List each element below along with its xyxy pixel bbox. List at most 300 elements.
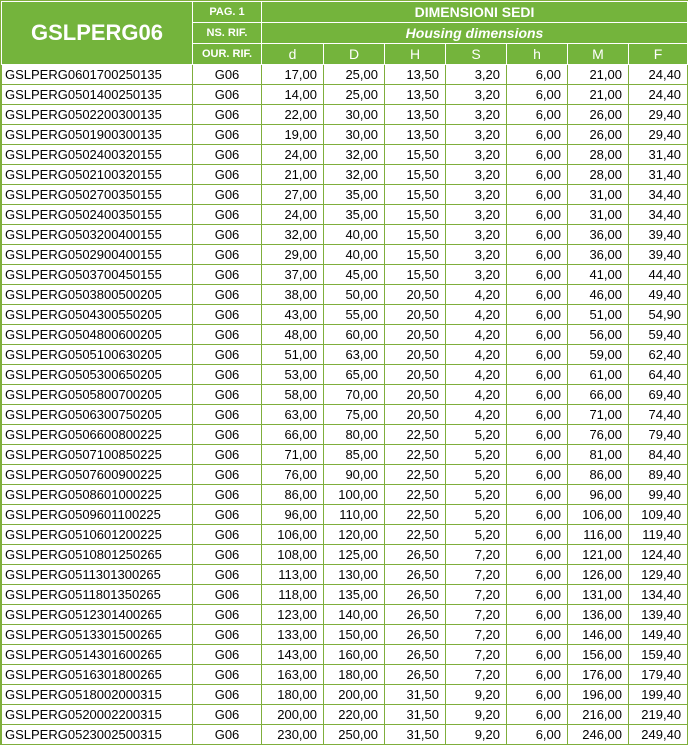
column-header-D: D <box>324 44 385 65</box>
value-D-cell: 110,00 <box>324 505 385 525</box>
value-h-cell: 6,00 <box>507 405 568 425</box>
value-D-cell: 25,00 <box>324 65 385 85</box>
value-S-cell: 7,20 <box>446 585 507 605</box>
value-d-cell: 22,00 <box>262 105 324 125</box>
value-d-cell: 51,00 <box>262 345 324 365</box>
value-S-cell: 3,20 <box>446 265 507 285</box>
value-D-cell: 30,00 <box>324 125 385 145</box>
value-S-cell: 3,20 <box>446 85 507 105</box>
reference-cell: G06 <box>193 645 262 665</box>
value-S-cell: 5,20 <box>446 465 507 485</box>
value-H-cell: 31,50 <box>385 705 446 725</box>
table-row <box>2 365 688 385</box>
value-F-cell: 74,40 <box>629 405 688 425</box>
table-row <box>2 305 688 325</box>
table-row <box>2 645 688 665</box>
value-h-cell: 6,00 <box>507 205 568 225</box>
reference-cell: G06 <box>193 405 262 425</box>
value-d-cell: 43,00 <box>262 305 324 325</box>
value-S-cell: 3,20 <box>446 225 507 245</box>
value-M-cell: 56,00 <box>568 325 629 345</box>
value-M-cell: 61,00 <box>568 365 629 385</box>
reference-cell: G06 <box>193 725 262 745</box>
table-row <box>2 565 688 585</box>
reference-cell: G06 <box>193 305 262 325</box>
value-H-cell: 22,50 <box>385 425 446 445</box>
value-M-cell: 26,00 <box>568 125 629 145</box>
value-D-cell: 25,00 <box>324 85 385 105</box>
value-H-cell: 15,50 <box>385 205 446 225</box>
value-F-cell: 84,40 <box>629 445 688 465</box>
value-D-cell: 85,00 <box>324 445 385 465</box>
value-S-cell: 4,20 <box>446 325 507 345</box>
value-F-cell: 31,40 <box>629 145 688 165</box>
value-S-cell: 7,20 <box>446 665 507 685</box>
reference-cell: G06 <box>193 385 262 405</box>
value-h-cell: 6,00 <box>507 145 568 165</box>
table-row <box>2 105 688 125</box>
value-D-cell: 220,00 <box>324 705 385 725</box>
value-F-cell: 179,40 <box>629 665 688 685</box>
value-M-cell: 126,00 <box>568 565 629 585</box>
part-code-cell: GSLPERG0514301600265 <box>2 645 193 665</box>
value-M-cell: 36,00 <box>568 225 629 245</box>
value-S-cell: 7,20 <box>446 545 507 565</box>
reference-cell: G06 <box>193 65 262 85</box>
table-row <box>2 725 688 745</box>
value-F-cell: 29,40 <box>629 125 688 145</box>
reference-cell: G06 <box>193 605 262 625</box>
table-row <box>2 145 688 165</box>
table-row <box>2 345 688 365</box>
value-d-cell: 63,00 <box>262 405 324 425</box>
value-F-cell: 34,40 <box>629 185 688 205</box>
reference-cell: G06 <box>193 545 262 565</box>
part-code-cell: GSLPERG0507600900225 <box>2 465 193 485</box>
value-S-cell: 4,20 <box>446 385 507 405</box>
value-d-cell: 58,00 <box>262 385 324 405</box>
value-F-cell: 39,40 <box>629 225 688 245</box>
value-d-cell: 163,00 <box>262 665 324 685</box>
value-D-cell: 130,00 <box>324 565 385 585</box>
value-F-cell: 62,40 <box>629 345 688 365</box>
value-S-cell: 4,20 <box>446 365 507 385</box>
value-d-cell: 17,00 <box>262 65 324 85</box>
value-d-cell: 27,00 <box>262 185 324 205</box>
part-code-cell: GSLPERG0508601000225 <box>2 485 193 505</box>
value-H-cell: 15,50 <box>385 145 446 165</box>
value-H-cell: 26,50 <box>385 665 446 685</box>
value-H-cell: 31,50 <box>385 685 446 705</box>
value-d-cell: 24,00 <box>262 145 324 165</box>
table-title: GSLPERG06 <box>2 2 193 65</box>
value-H-cell: 26,50 <box>385 625 446 645</box>
table-row <box>2 425 688 445</box>
value-D-cell: 100,00 <box>324 485 385 505</box>
value-d-cell: 14,00 <box>262 85 324 105</box>
value-D-cell: 120,00 <box>324 525 385 545</box>
value-D-cell: 250,00 <box>324 725 385 745</box>
value-D-cell: 180,00 <box>324 665 385 685</box>
value-h-cell: 6,00 <box>507 445 568 465</box>
value-F-cell: 39,40 <box>629 245 688 265</box>
part-code-cell: GSLPERG0506300750205 <box>2 405 193 425</box>
value-M-cell: 31,00 <box>568 185 629 205</box>
reference-cell: G06 <box>193 105 262 125</box>
value-h-cell: 6,00 <box>507 305 568 325</box>
value-M-cell: 76,00 <box>568 425 629 445</box>
value-d-cell: 29,00 <box>262 245 324 265</box>
table-row <box>2 85 688 105</box>
value-F-cell: 59,40 <box>629 325 688 345</box>
value-F-cell: 24,40 <box>629 65 688 85</box>
table-row <box>2 525 688 545</box>
value-H-cell: 15,50 <box>385 165 446 185</box>
value-S-cell: 3,20 <box>446 165 507 185</box>
value-S-cell: 9,20 <box>446 705 507 725</box>
value-d-cell: 38,00 <box>262 285 324 305</box>
value-F-cell: 89,40 <box>629 465 688 485</box>
value-D-cell: 35,00 <box>324 185 385 205</box>
part-code-cell: GSLPERG0502400350155 <box>2 205 193 225</box>
value-h-cell: 6,00 <box>507 425 568 445</box>
value-D-cell: 125,00 <box>324 545 385 565</box>
value-h-cell: 6,00 <box>507 385 568 405</box>
value-M-cell: 31,00 <box>568 205 629 225</box>
part-code-cell: GSLPERG0505300650205 <box>2 365 193 385</box>
part-code-cell: GSLPERG0506600800225 <box>2 425 193 445</box>
value-h-cell: 6,00 <box>507 465 568 485</box>
value-D-cell: 150,00 <box>324 625 385 645</box>
value-h-cell: 6,00 <box>507 185 568 205</box>
part-code-cell: GSLPERG0504800600205 <box>2 325 193 345</box>
group-title: DIMENSIONI SEDI <box>262 2 688 23</box>
part-code-cell: GSLPERG0502900400155 <box>2 245 193 265</box>
reference-cell: G06 <box>193 225 262 245</box>
value-S-cell: 3,20 <box>446 125 507 145</box>
table-row <box>2 185 688 205</box>
reference-cell: G06 <box>193 705 262 725</box>
value-S-cell: 9,20 <box>446 725 507 745</box>
value-H-cell: 22,50 <box>385 465 446 485</box>
part-code-cell: GSLPERG0503800500205 <box>2 285 193 305</box>
value-F-cell: 29,40 <box>629 105 688 125</box>
value-D-cell: 70,00 <box>324 385 385 405</box>
value-M-cell: 136,00 <box>568 605 629 625</box>
part-code-cell: GSLPERG0512301400265 <box>2 605 193 625</box>
value-D-cell: 60,00 <box>324 325 385 345</box>
part-code-cell: GSLPERG0502100320155 <box>2 165 193 185</box>
value-F-cell: 34,40 <box>629 205 688 225</box>
value-h-cell: 6,00 <box>507 165 568 185</box>
part-code-cell: GSLPERG0511301300265 <box>2 565 193 585</box>
reference-cell: G06 <box>193 125 262 145</box>
value-S-cell: 4,20 <box>446 305 507 325</box>
reference-cell: G06 <box>193 265 262 285</box>
reference-cell: G06 <box>193 85 262 105</box>
value-F-cell: 199,40 <box>629 685 688 705</box>
value-h-cell: 6,00 <box>507 85 568 105</box>
part-code-cell: GSLPERG0516301800265 <box>2 665 193 685</box>
value-H-cell: 13,50 <box>385 105 446 125</box>
value-S-cell: 9,20 <box>446 685 507 705</box>
value-H-cell: 22,50 <box>385 525 446 545</box>
value-S-cell: 4,20 <box>446 285 507 305</box>
value-d-cell: 48,00 <box>262 325 324 345</box>
value-D-cell: 200,00 <box>324 685 385 705</box>
value-h-cell: 6,00 <box>507 565 568 585</box>
value-M-cell: 146,00 <box>568 625 629 645</box>
value-H-cell: 26,50 <box>385 645 446 665</box>
value-H-cell: 22,50 <box>385 505 446 525</box>
value-S-cell: 4,20 <box>446 405 507 425</box>
value-D-cell: 140,00 <box>324 605 385 625</box>
value-h-cell: 6,00 <box>507 325 568 345</box>
value-F-cell: 99,40 <box>629 485 688 505</box>
value-M-cell: 71,00 <box>568 405 629 425</box>
value-H-cell: 13,50 <box>385 125 446 145</box>
value-d-cell: 180,00 <box>262 685 324 705</box>
value-M-cell: 41,00 <box>568 265 629 285</box>
part-code-cell: GSLPERG0503700450155 <box>2 265 193 285</box>
table-row <box>2 265 688 285</box>
value-D-cell: 75,00 <box>324 405 385 425</box>
table-row <box>2 125 688 145</box>
reference-cell: G06 <box>193 665 262 685</box>
table-row <box>2 245 688 265</box>
table-row <box>2 545 688 565</box>
table-body <box>2 65 688 745</box>
part-code-cell: GSLPERG0501900300135 <box>2 125 193 145</box>
table-row <box>2 205 688 225</box>
value-S-cell: 5,20 <box>446 425 507 445</box>
table-row <box>2 165 688 185</box>
value-h-cell: 6,00 <box>507 525 568 545</box>
table-row <box>2 465 688 485</box>
value-M-cell: 46,00 <box>568 285 629 305</box>
value-d-cell: 200,00 <box>262 705 324 725</box>
reference-cell: G06 <box>193 325 262 345</box>
value-M-cell: 246,00 <box>568 725 629 745</box>
value-S-cell: 3,20 <box>446 205 507 225</box>
value-S-cell: 3,20 <box>446 105 507 125</box>
value-H-cell: 26,50 <box>385 565 446 585</box>
value-S-cell: 5,20 <box>446 525 507 545</box>
reference-cell: G06 <box>193 165 262 185</box>
value-d-cell: 123,00 <box>262 605 324 625</box>
column-header-H: H <box>385 44 446 65</box>
value-F-cell: 149,40 <box>629 625 688 645</box>
value-H-cell: 20,50 <box>385 345 446 365</box>
value-D-cell: 65,00 <box>324 365 385 385</box>
reference-cell: G06 <box>193 465 262 485</box>
value-S-cell: 7,20 <box>446 645 507 665</box>
table-row <box>2 605 688 625</box>
reference-cell: G06 <box>193 365 262 385</box>
reference-cell: G06 <box>193 565 262 585</box>
ns-rif-label: NS. RIF. <box>193 23 262 44</box>
part-code-cell: GSLPERG0513301500265 <box>2 625 193 645</box>
value-H-cell: 26,50 <box>385 545 446 565</box>
value-M-cell: 36,00 <box>568 245 629 265</box>
value-h-cell: 6,00 <box>507 665 568 685</box>
value-F-cell: 54,90 <box>629 305 688 325</box>
value-D-cell: 160,00 <box>324 645 385 665</box>
value-F-cell: 134,40 <box>629 585 688 605</box>
column-header-S: S <box>446 44 507 65</box>
value-S-cell: 5,20 <box>446 505 507 525</box>
value-M-cell: 156,00 <box>568 645 629 665</box>
table-row <box>2 405 688 425</box>
value-d-cell: 24,00 <box>262 205 324 225</box>
value-D-cell: 32,00 <box>324 145 385 165</box>
part-code-cell: GSLPERG0601700250135 <box>2 65 193 85</box>
value-D-cell: 55,00 <box>324 305 385 325</box>
value-D-cell: 35,00 <box>324 205 385 225</box>
value-F-cell: 129,40 <box>629 565 688 585</box>
table-row <box>2 385 688 405</box>
value-M-cell: 196,00 <box>568 685 629 705</box>
value-M-cell: 66,00 <box>568 385 629 405</box>
value-h-cell: 6,00 <box>507 685 568 705</box>
reference-cell: G06 <box>193 525 262 545</box>
value-M-cell: 21,00 <box>568 85 629 105</box>
value-h-cell: 6,00 <box>507 505 568 525</box>
value-h-cell: 6,00 <box>507 265 568 285</box>
value-F-cell: 69,40 <box>629 385 688 405</box>
column-header-F: F <box>629 44 688 65</box>
table-row <box>2 585 688 605</box>
value-F-cell: 31,40 <box>629 165 688 185</box>
group-subtitle: Housing dimensions <box>262 23 688 44</box>
value-M-cell: 28,00 <box>568 145 629 165</box>
value-F-cell: 249,40 <box>629 725 688 745</box>
value-d-cell: 19,00 <box>262 125 324 145</box>
table-row <box>2 485 688 505</box>
table-row <box>2 705 688 725</box>
table-row <box>2 505 688 525</box>
value-S-cell: 7,20 <box>446 565 507 585</box>
value-H-cell: 31,50 <box>385 725 446 745</box>
value-H-cell: 26,50 <box>385 605 446 625</box>
part-code-cell: GSLPERG0509601100225 <box>2 505 193 525</box>
value-H-cell: 20,50 <box>385 385 446 405</box>
value-H-cell: 20,50 <box>385 285 446 305</box>
value-S-cell: 5,20 <box>446 445 507 465</box>
reference-cell: G06 <box>193 445 262 465</box>
value-F-cell: 79,40 <box>629 425 688 445</box>
reference-cell: G06 <box>193 145 262 165</box>
value-D-cell: 80,00 <box>324 425 385 445</box>
value-h-cell: 6,00 <box>507 65 568 85</box>
part-code-cell: GSLPERG0502200300135 <box>2 105 193 125</box>
value-F-cell: 159,40 <box>629 645 688 665</box>
value-H-cell: 15,50 <box>385 245 446 265</box>
table-row <box>2 285 688 305</box>
column-header-d: d <box>262 44 324 65</box>
value-h-cell: 6,00 <box>507 725 568 745</box>
value-H-cell: 26,50 <box>385 585 446 605</box>
table-row <box>2 325 688 345</box>
value-d-cell: 108,00 <box>262 545 324 565</box>
value-F-cell: 219,40 <box>629 705 688 725</box>
reference-cell: G06 <box>193 425 262 445</box>
value-M-cell: 86,00 <box>568 465 629 485</box>
value-F-cell: 119,40 <box>629 525 688 545</box>
value-D-cell: 90,00 <box>324 465 385 485</box>
value-h-cell: 6,00 <box>507 485 568 505</box>
value-d-cell: 118,00 <box>262 585 324 605</box>
value-H-cell: 13,50 <box>385 65 446 85</box>
value-h-cell: 6,00 <box>507 705 568 725</box>
part-code-cell: GSLPERG0505100630205 <box>2 345 193 365</box>
value-D-cell: 135,00 <box>324 585 385 605</box>
value-D-cell: 40,00 <box>324 245 385 265</box>
table-row <box>2 625 688 645</box>
value-F-cell: 124,40 <box>629 545 688 565</box>
value-F-cell: 24,40 <box>629 85 688 105</box>
value-S-cell: 7,20 <box>446 625 507 645</box>
reference-cell: G06 <box>193 185 262 205</box>
value-S-cell: 5,20 <box>446 485 507 505</box>
value-d-cell: 66,00 <box>262 425 324 445</box>
value-H-cell: 20,50 <box>385 305 446 325</box>
value-d-cell: 32,00 <box>262 225 324 245</box>
value-h-cell: 6,00 <box>507 105 568 125</box>
value-h-cell: 6,00 <box>507 125 568 145</box>
value-h-cell: 6,00 <box>507 365 568 385</box>
reference-cell: G06 <box>193 245 262 265</box>
value-d-cell: 21,00 <box>262 165 324 185</box>
value-M-cell: 116,00 <box>568 525 629 545</box>
value-H-cell: 22,50 <box>385 485 446 505</box>
value-d-cell: 113,00 <box>262 565 324 585</box>
part-code-cell: GSLPERG0507100850225 <box>2 445 193 465</box>
value-F-cell: 44,40 <box>629 265 688 285</box>
value-S-cell: 3,20 <box>446 145 507 165</box>
value-M-cell: 51,00 <box>568 305 629 325</box>
value-D-cell: 63,00 <box>324 345 385 365</box>
part-code-cell: GSLPERG0504300550205 <box>2 305 193 325</box>
value-d-cell: 86,00 <box>262 485 324 505</box>
value-F-cell: 109,40 <box>629 505 688 525</box>
value-h-cell: 6,00 <box>507 645 568 665</box>
part-code-cell: GSLPERG0523002500315 <box>2 725 193 745</box>
part-code-cell: GSLPERG0502400320155 <box>2 145 193 165</box>
value-S-cell: 3,20 <box>446 65 507 85</box>
value-d-cell: 71,00 <box>262 445 324 465</box>
part-code-cell: GSLPERG0510601200225 <box>2 525 193 545</box>
reference-cell: G06 <box>193 285 262 305</box>
value-d-cell: 53,00 <box>262 365 324 385</box>
value-H-cell: 15,50 <box>385 265 446 285</box>
value-F-cell: 49,40 <box>629 285 688 305</box>
value-M-cell: 216,00 <box>568 705 629 725</box>
value-h-cell: 6,00 <box>507 585 568 605</box>
value-F-cell: 64,40 <box>629 365 688 385</box>
value-d-cell: 230,00 <box>262 725 324 745</box>
table-row <box>2 65 688 85</box>
value-S-cell: 3,20 <box>446 185 507 205</box>
our-rif-label: OUR. RIF. <box>193 44 262 65</box>
value-M-cell: 131,00 <box>568 585 629 605</box>
part-code-cell: GSLPERG0520002200315 <box>2 705 193 725</box>
value-S-cell: 3,20 <box>446 245 507 265</box>
value-M-cell: 26,00 <box>568 105 629 125</box>
value-M-cell: 81,00 <box>568 445 629 465</box>
value-d-cell: 37,00 <box>262 265 324 285</box>
reference-cell: G06 <box>193 685 262 705</box>
